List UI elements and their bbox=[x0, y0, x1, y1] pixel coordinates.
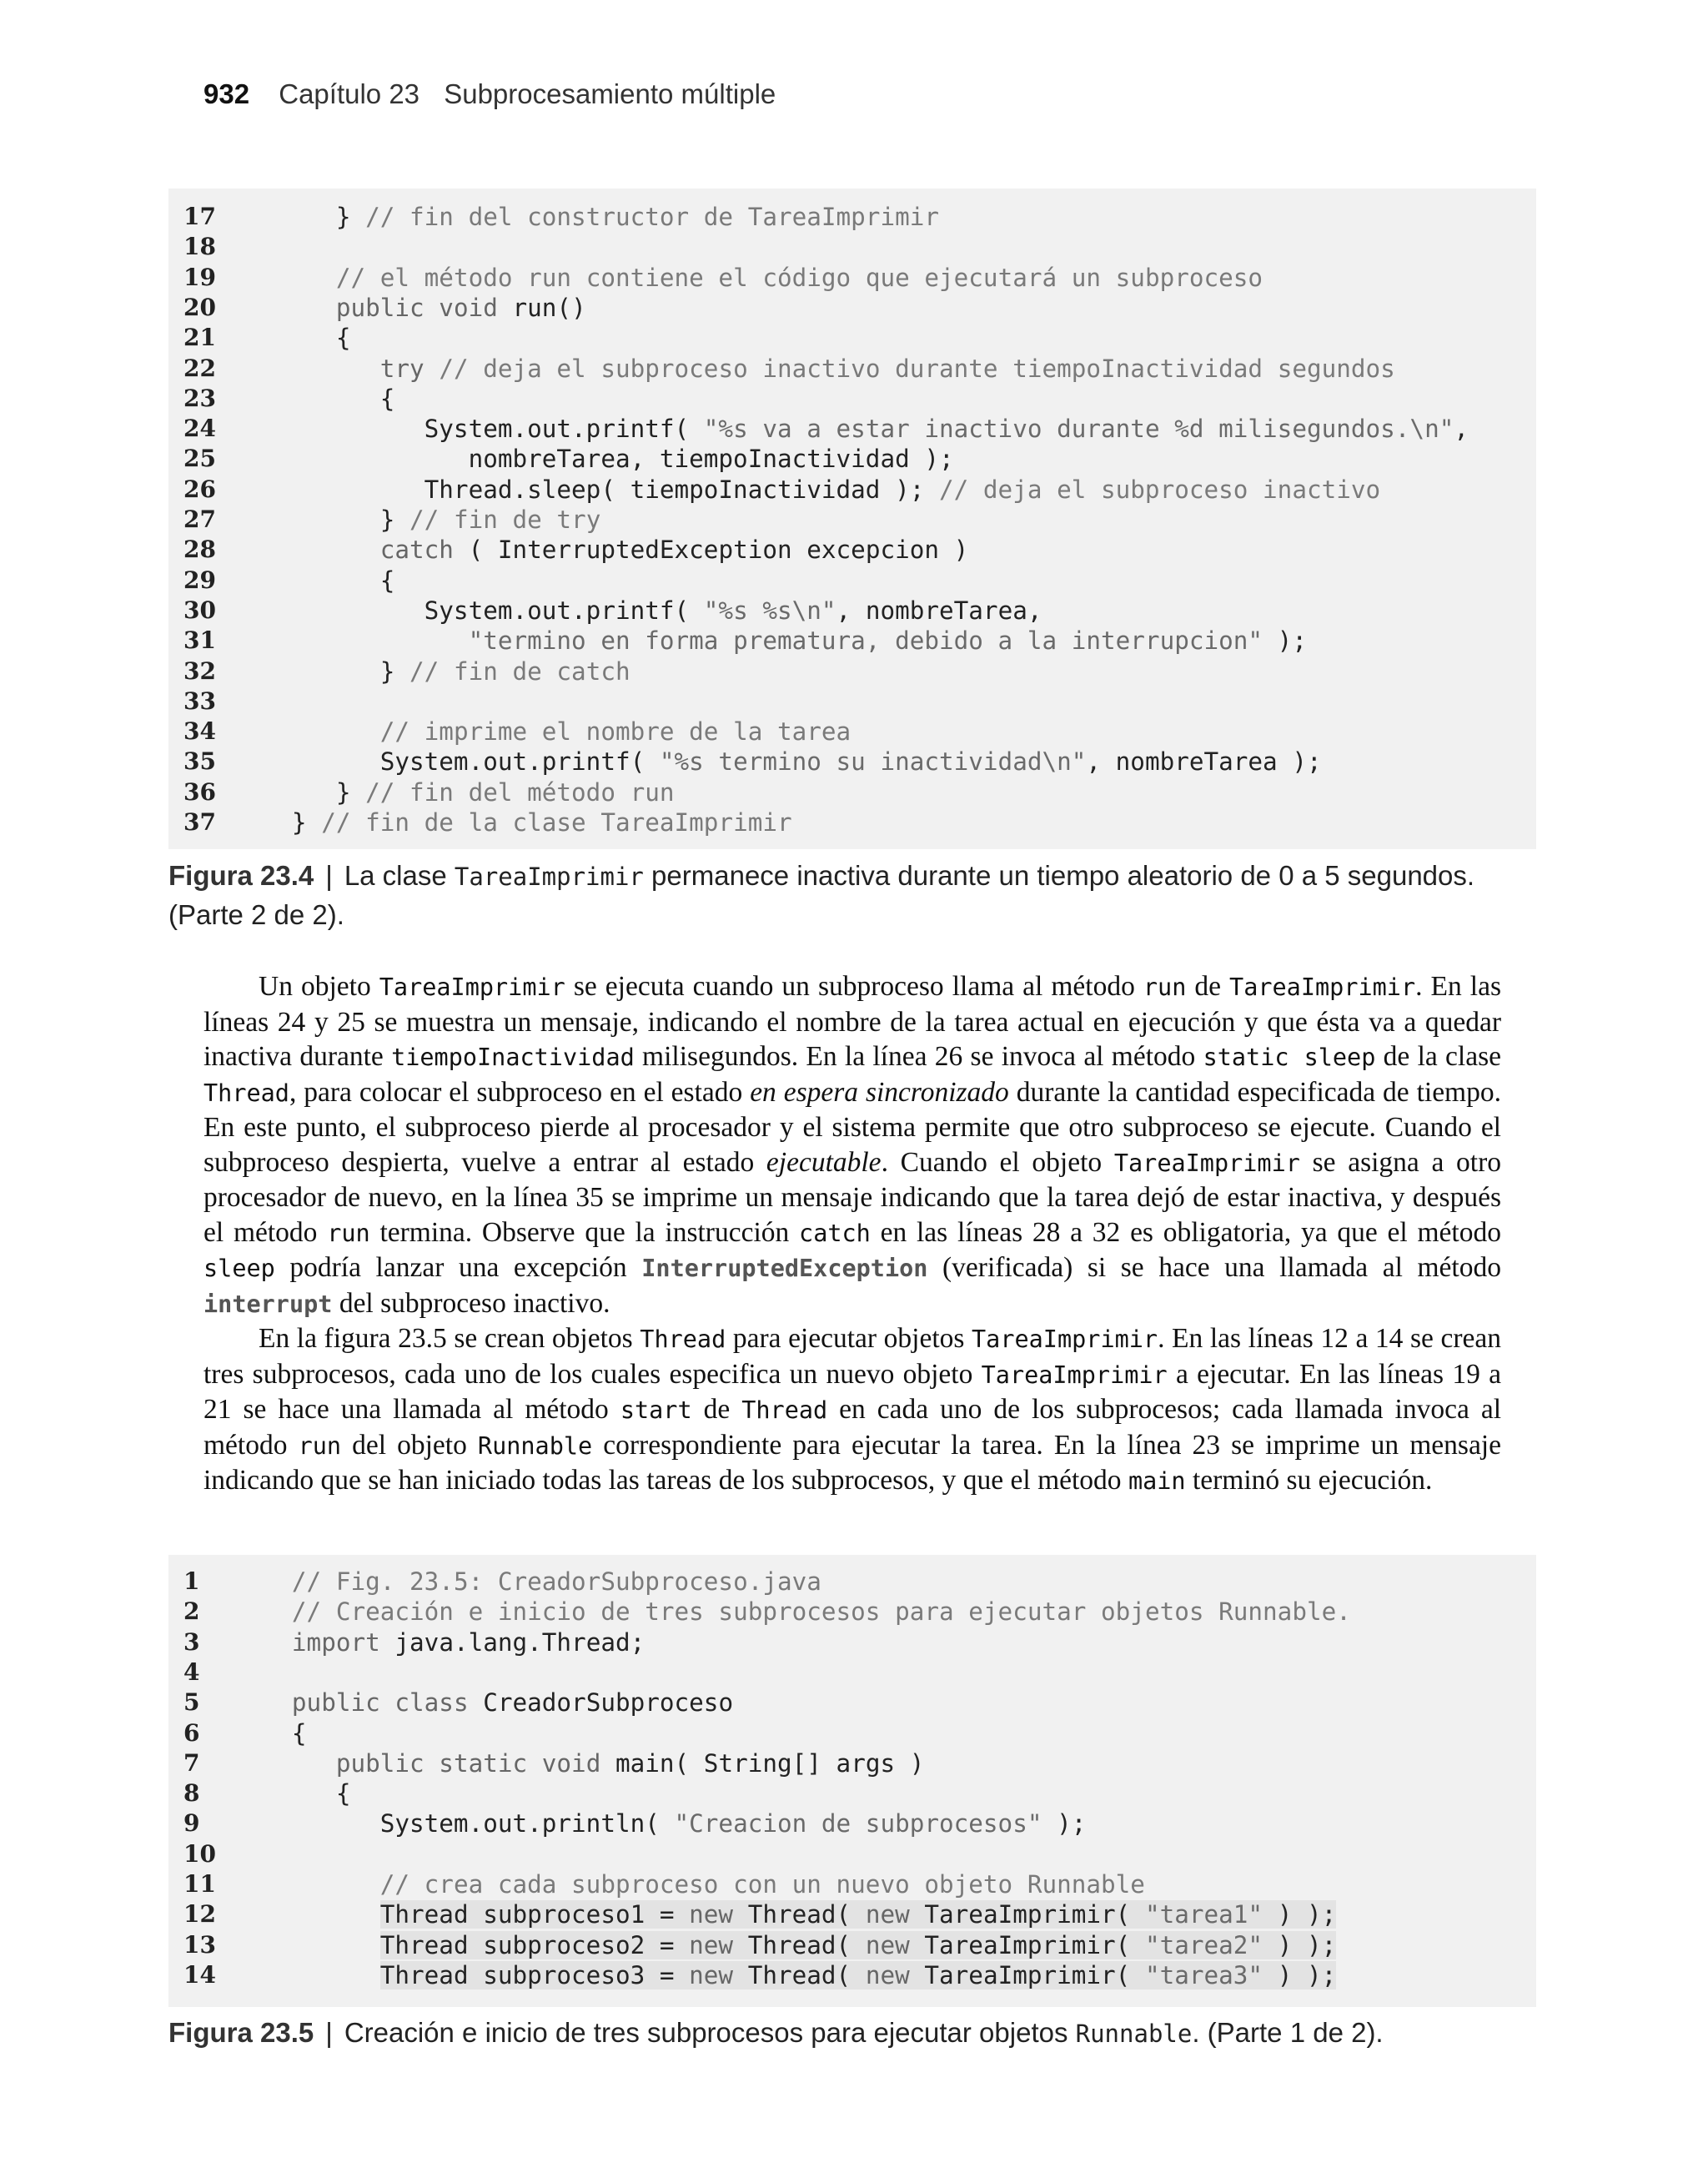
code-listing-fig-23-4 bbox=[168, 189, 1536, 849]
code-line bbox=[248, 1567, 821, 1597]
code-token: Thread( bbox=[733, 1900, 866, 1929]
code-token: System.out.printf( bbox=[248, 747, 660, 777]
code-line bbox=[248, 717, 851, 747]
code-token: } bbox=[248, 656, 410, 686]
code-comment: // Fig. 23.5: CreadorSubproceso.java bbox=[291, 1567, 821, 1596]
text-run: En la figura 23.5 se crean objetos bbox=[259, 1323, 640, 1354]
line-number: 36 bbox=[183, 777, 216, 806]
line-number: 26 bbox=[183, 475, 216, 503]
line-number: 3 bbox=[183, 1627, 200, 1656]
text-run: milisegundos. En la línea 26 se invoca al método bbox=[634, 1041, 1203, 1072]
code-keyword: new bbox=[689, 1960, 734, 1989]
line-number: 12 bbox=[183, 1900, 216, 1929]
text-run: en cada uno de los subprocesos; cada llamada invoca al método bbox=[203, 1394, 1502, 1461]
line-number: 19 bbox=[183, 263, 216, 291]
code-token: Thread( bbox=[733, 1930, 866, 1959]
code-token: , nombreTarea, bbox=[836, 596, 1042, 625]
code-token: System.out.println( bbox=[248, 1809, 675, 1838]
emphasis-text: en espera sincronizado bbox=[750, 1076, 1009, 1108]
code-keyword: catch bbox=[379, 536, 454, 565]
line-number: 10 bbox=[183, 1839, 216, 1868]
code-line bbox=[248, 596, 1042, 626]
line-number: 11 bbox=[183, 1870, 216, 1898]
caption-text: La clase bbox=[344, 860, 455, 891]
code-line bbox=[248, 1899, 1336, 1929]
line-number: 31 bbox=[183, 626, 216, 655]
inline-code: TareaImprimir bbox=[1229, 973, 1416, 1001]
code-token bbox=[248, 1688, 292, 1717]
code-token: { bbox=[248, 324, 351, 353]
text-run: termina. Observe que la instrucción bbox=[369, 1216, 800, 1248]
text-run: podría lanzar una excepción bbox=[274, 1252, 642, 1283]
code-line bbox=[248, 807, 792, 837]
code-line bbox=[248, 263, 1263, 293]
code-line bbox=[248, 444, 954, 474]
code-comment: // fin de la clase TareaImprimir bbox=[321, 808, 792, 837]
code-token: , nombreTarea ); bbox=[1086, 747, 1322, 777]
code-line bbox=[248, 323, 350, 353]
text-run: se asigna a otro procesador de nuevo, en la línea 35 se imprime un mensaje indicando que la tarea dejó de estar inactiva, y después el método bbox=[203, 1146, 1502, 1248]
line-number: 37 bbox=[183, 808, 216, 836]
code-token: TareaImprimir( bbox=[909, 1900, 1145, 1929]
code-comment: // fin del método run bbox=[365, 777, 675, 807]
code-token: } bbox=[248, 777, 366, 807]
code-keyword: import bbox=[291, 1627, 380, 1657]
code-token bbox=[248, 1931, 380, 1959]
code-keyword: new bbox=[689, 1900, 734, 1929]
inline-code: catch bbox=[799, 1219, 871, 1247]
text-run: de la clase bbox=[1375, 1041, 1502, 1072]
code-comment: // fin de catch bbox=[409, 656, 630, 686]
line-number: 5 bbox=[183, 1688, 200, 1717]
code-line bbox=[248, 1778, 350, 1808]
text-run: se ejecuta cuando un subproceso llama al método bbox=[565, 971, 1143, 1002]
line-number: 17 bbox=[183, 203, 216, 230]
code-keyword: public void bbox=[335, 293, 498, 322]
text-run: . En las líneas 12 a 14 se crean tres subprocesos, cada uno de los cuales especifica un nuevo objeto bbox=[203, 1323, 1501, 1390]
line-number: 1 bbox=[183, 1567, 200, 1595]
code-line bbox=[248, 566, 394, 596]
code-keyword: new bbox=[865, 1930, 910, 1959]
code-line bbox=[248, 1718, 307, 1748]
code-comment: // el método run contiene el código que ejecutará un subproceso bbox=[335, 263, 1263, 292]
body-text bbox=[203, 969, 1501, 1499]
code-line bbox=[248, 202, 939, 232]
code-string: "Creacion de subprocesos" bbox=[674, 1809, 1042, 1838]
text-run: para ejecutar objetos bbox=[726, 1323, 972, 1354]
code-string: "%s va a estar inactivo durante %d milisegundos.\n" bbox=[703, 415, 1454, 444]
line-number: 8 bbox=[183, 1779, 200, 1808]
code-line bbox=[248, 293, 586, 323]
page-number: 932 bbox=[203, 78, 250, 109]
code-keyword: new bbox=[865, 1900, 910, 1929]
code-token: { bbox=[248, 566, 395, 595]
code-comment: // deja el subproceso inactivo durante tiempoInactividad segundos bbox=[439, 354, 1395, 383]
caption-separator: | bbox=[325, 860, 333, 891]
inline-code: static sleep bbox=[1203, 1044, 1376, 1071]
text-run: correspondiente para ejecutar la tarea. En la línea 23 se imprime un mensaje indicando que se han iniciado todas las tareas de los subprocesos, y que el método bbox=[203, 1429, 1501, 1496]
code-line bbox=[248, 1688, 733, 1718]
code-string: "tarea3" bbox=[1144, 1960, 1263, 1989]
code-comment: // fin de try bbox=[409, 506, 601, 534]
text-run: de bbox=[1186, 971, 1230, 1002]
code-keyword: new bbox=[865, 1960, 910, 1989]
code-token bbox=[248, 1749, 336, 1778]
code-token: ) ); bbox=[1263, 1930, 1337, 1959]
line-number: 32 bbox=[183, 656, 216, 685]
code-keyword: try bbox=[379, 354, 424, 383]
caption-text: permanece inactiva durante un tiempo aleatorio de 0 a 5 segundos. bbox=[643, 860, 1475, 891]
figure-caption-23-4 bbox=[168, 857, 1536, 934]
code-line bbox=[248, 777, 675, 807]
text-run: . En las líneas 24 y 25 se muestra un mensaje, indicando el nombre de la tarea actual en ejecución y que ésta va a quedar inactiva durante bbox=[203, 971, 1501, 1072]
figure-caption-23-5 bbox=[168, 2014, 1536, 2053]
body-paragraph bbox=[203, 969, 1501, 1321]
line-number: 23 bbox=[183, 384, 216, 412]
code-token bbox=[248, 1900, 380, 1929]
code-token: Thread.sleep( tiempoInactividad ); bbox=[248, 475, 939, 504]
code-token: Thread( bbox=[733, 1960, 866, 1989]
code-listing-fig-23-5 bbox=[168, 1555, 1536, 2007]
caption-code: TareaImprimir bbox=[454, 863, 644, 891]
code-comment: // deja el subproceso inactivo bbox=[939, 475, 1381, 504]
text-run: en las líneas 28 a 32 es obligatoria, ya que el método bbox=[870, 1216, 1501, 1248]
code-token bbox=[248, 1597, 292, 1626]
code-token: System.out.printf( bbox=[248, 415, 704, 444]
code-line bbox=[248, 1808, 1086, 1838]
line-number: 33 bbox=[183, 687, 216, 715]
line-number: 21 bbox=[183, 324, 216, 352]
inline-code: Thread bbox=[640, 1325, 726, 1353]
code-line bbox=[248, 626, 1307, 656]
code-token: java.lang.Thread; bbox=[379, 1627, 646, 1657]
code-token: ); bbox=[1042, 1809, 1087, 1838]
code-string: "%s %s\n" bbox=[703, 596, 836, 625]
line-number: 24 bbox=[183, 415, 216, 443]
line-number: 22 bbox=[183, 354, 216, 382]
code-token bbox=[248, 1961, 380, 1989]
code-token: Thread subproceso1 = bbox=[379, 1900, 690, 1929]
text-run: Un objeto bbox=[259, 971, 379, 1002]
code-keyword: new bbox=[689, 1930, 734, 1959]
text-run: (verificada) si se hace una llamada al método bbox=[927, 1252, 1501, 1283]
text-run: terminó su ejecución. bbox=[1185, 1465, 1433, 1496]
code-token bbox=[248, 1628, 292, 1657]
inline-code: main bbox=[1128, 1467, 1186, 1495]
caption-part: (Parte 2 de 2). bbox=[168, 899, 344, 930]
inline-code: Thread bbox=[741, 1396, 828, 1424]
code-comment: // Creación e inicio de tres subprocesos para ejecutar objetos Runnable. bbox=[291, 1597, 1351, 1627]
code-token: TareaImprimir( bbox=[909, 1930, 1145, 1959]
code-token: CreadorSubproceso bbox=[468, 1688, 734, 1718]
inline-code: TareaImprimir bbox=[972, 1325, 1158, 1353]
line-number: 14 bbox=[183, 1960, 216, 1989]
code-token: ); bbox=[1263, 626, 1307, 656]
inline-code: sleep bbox=[203, 1255, 275, 1282]
inline-code: start bbox=[620, 1396, 692, 1424]
text-run: de bbox=[691, 1394, 742, 1425]
code-token bbox=[248, 294, 336, 322]
code-line bbox=[248, 656, 630, 687]
caption-code: Runnable bbox=[1075, 2020, 1193, 2048]
code-line bbox=[248, 1930, 1336, 1960]
code-token bbox=[248, 1870, 380, 1899]
code-token bbox=[424, 355, 440, 383]
caption-separator: | bbox=[325, 2017, 333, 2048]
line-number: 2 bbox=[183, 1597, 200, 1626]
code-comment: // crea cada subproceso con un nuevo objeto Runnable bbox=[379, 1870, 1145, 1899]
line-number: 34 bbox=[183, 717, 216, 746]
code-line bbox=[248, 475, 1380, 505]
code-token: ) ); bbox=[1263, 1900, 1337, 1929]
caption-text: . (Parte 1 de 2). bbox=[1192, 2017, 1384, 2048]
text-run: , para colocar el subproceso en el estado bbox=[289, 1076, 751, 1108]
line-number: 4 bbox=[183, 1657, 200, 1686]
inline-code: TareaImprimir bbox=[1113, 1149, 1300, 1177]
text-run: a ejecutar. En las líneas 19 a 21 se hace una llamada al método bbox=[203, 1358, 1502, 1425]
code-line bbox=[248, 747, 1322, 777]
code-token: main( String[] args ) bbox=[600, 1748, 925, 1778]
code-comment: // imprime el nombre de la tarea bbox=[379, 717, 851, 747]
code-token: Thread subproceso2 = bbox=[379, 1930, 690, 1959]
line-number: 20 bbox=[183, 293, 216, 321]
figure-label: Figura 23.4 bbox=[168, 860, 314, 891]
inline-code: TareaImprimir bbox=[981, 1361, 1168, 1389]
code-token: TareaImprimir( bbox=[909, 1960, 1145, 1989]
figure-label: Figura 23.5 bbox=[168, 2017, 314, 2048]
code-line bbox=[248, 1597, 1351, 1627]
code-line bbox=[248, 354, 1395, 384]
code-keyword: public static void bbox=[335, 1748, 601, 1778]
line-number: 35 bbox=[183, 747, 216, 776]
code-token: , bbox=[1454, 415, 1469, 444]
line-number: 28 bbox=[183, 536, 216, 564]
body-paragraph bbox=[203, 1321, 1501, 1499]
code-comment: // fin del constructor de TareaImprimir bbox=[365, 203, 939, 231]
running-head bbox=[203, 78, 776, 122]
text-run: durante la cantidad especificada de tiempo. En este punto, el subproceso pierde al procesador y el sistema permite que otro subproceso se ejecute. Cuando el subproceso despierta, vuelve a entrar al estado bbox=[203, 1076, 1501, 1178]
code-token: { bbox=[248, 1779, 351, 1808]
chapter-title: Subprocesamiento múltiple bbox=[444, 78, 776, 109]
emphasis-text: ejecutable bbox=[766, 1146, 882, 1178]
code-token bbox=[248, 717, 380, 746]
code-string: "termino en forma prematura, debido a la interrupcion" bbox=[468, 626, 1263, 656]
chapter-label: Capítulo 23 bbox=[279, 78, 420, 109]
code-token: System.out.printf( bbox=[248, 596, 704, 625]
code-token bbox=[248, 536, 380, 564]
inline-code: TareaImprimir bbox=[379, 973, 565, 1001]
code-token: run() bbox=[497, 293, 586, 322]
code-token bbox=[248, 626, 469, 655]
line-number: 27 bbox=[183, 506, 216, 533]
code-token: } bbox=[248, 203, 366, 231]
inline-code: run bbox=[327, 1219, 370, 1247]
text-run: del subproceso inactivo. bbox=[332, 1287, 610, 1319]
code-token bbox=[248, 264, 336, 292]
code-string: "tarea1" bbox=[1144, 1900, 1263, 1929]
code-token: { bbox=[248, 384, 395, 413]
code-token bbox=[248, 1567, 292, 1596]
code-token: Thread subproceso3 = bbox=[379, 1960, 690, 1989]
code-string: "%s termino su inactividad\n" bbox=[659, 747, 1087, 777]
code-token: } bbox=[248, 808, 322, 837]
code-token: ( InterruptedException excepcion ) bbox=[453, 536, 969, 565]
code-line bbox=[248, 384, 394, 414]
caption-text: Creación e inicio de tres subprocesos para ejecutar objetos bbox=[344, 2017, 1076, 2048]
line-number: 29 bbox=[183, 566, 216, 594]
code-token: ) ); bbox=[1263, 1960, 1337, 1989]
code-line bbox=[248, 505, 600, 535]
inline-code: InterruptedException bbox=[641, 1255, 928, 1282]
code-line bbox=[248, 1869, 1145, 1899]
code-token: } bbox=[248, 506, 410, 534]
code-line bbox=[248, 414, 1469, 444]
inline-code: interrupt bbox=[203, 1290, 333, 1318]
code-token: { bbox=[248, 1718, 307, 1748]
code-token: nombreTarea, tiempoInactividad ); bbox=[248, 445, 954, 474]
inline-code: tiempoInactividad bbox=[391, 1044, 635, 1071]
line-number: 18 bbox=[183, 233, 216, 261]
text-run: . Cuando el objeto bbox=[881, 1146, 1114, 1178]
code-line bbox=[248, 1748, 924, 1778]
inline-code: run bbox=[1143, 973, 1187, 1001]
line-number: 6 bbox=[183, 1718, 200, 1747]
line-number: 13 bbox=[183, 1930, 216, 1959]
inline-code: run bbox=[298, 1431, 342, 1460]
line-number: 30 bbox=[183, 596, 216, 624]
inline-code: Runnable bbox=[477, 1431, 593, 1460]
code-keyword: public class bbox=[291, 1688, 469, 1718]
code-line bbox=[248, 1960, 1336, 1990]
code-string: "tarea2" bbox=[1144, 1930, 1263, 1959]
line-number: 9 bbox=[183, 1809, 200, 1838]
code-line bbox=[248, 1627, 645, 1657]
code-token bbox=[248, 355, 380, 383]
code-line bbox=[248, 535, 968, 565]
inline-code: Thread bbox=[203, 1079, 289, 1107]
line-number: 25 bbox=[183, 445, 216, 473]
line-number: 7 bbox=[183, 1748, 200, 1777]
text-run: del objeto bbox=[341, 1429, 478, 1461]
